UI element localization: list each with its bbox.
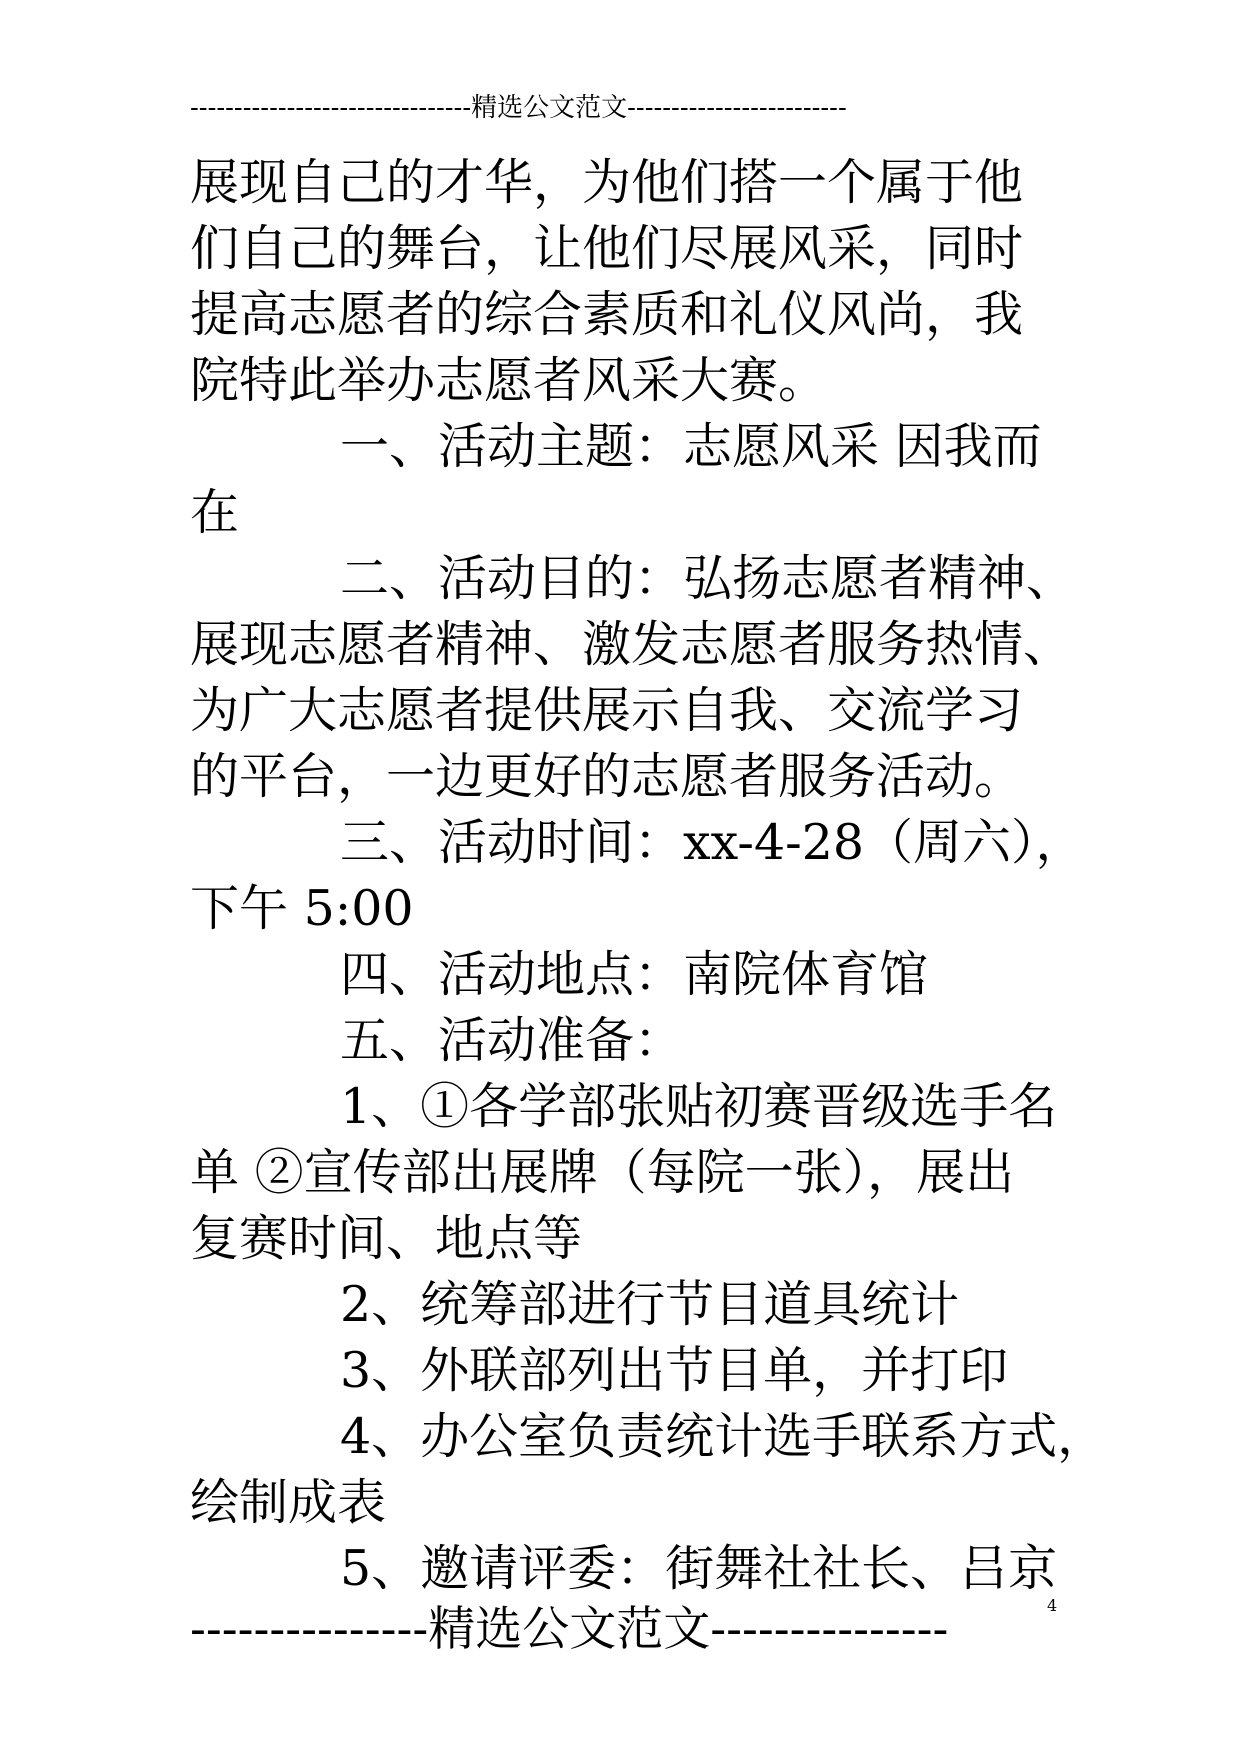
section-heading-preparation: 五、活动准备：: [340, 1012, 684, 1069]
section-heading-location: 四、活动地点：南院体育馆: [340, 946, 929, 1003]
list-item-2: 2、统筹部进行节目道具统计: [340, 1276, 960, 1333]
section-heading-theme: 一、活动主题：志愿风采 因我而: [340, 418, 1042, 475]
text-line: 提高志愿者的综合素质和礼仪风尚，我: [190, 286, 1024, 343]
section-heading-time: 三、活动时间：xx-4-28（周六），: [340, 814, 1085, 871]
document-body: [190, 150, 1107, 1602]
text-line: 展现志愿者精神、激发志愿者服务热情、: [190, 616, 1073, 673]
text-line: 单 ②宣传部出展牌（每院一张），展出: [190, 1144, 1015, 1201]
text-line: 复赛时间、地点等: [190, 1210, 583, 1267]
list-item-1: 1、①各学部张贴初赛晋级选手名: [340, 1078, 1058, 1135]
list-item-4: 4、办公室负责统计选手联系方式，: [340, 1408, 1107, 1465]
text-line: 为广大志愿者提供展示自我、交流学习: [190, 682, 1024, 739]
text-line: 在: [190, 484, 240, 541]
page-number: 4: [1047, 1596, 1058, 1615]
text-line: 展现自己的才华，为他们搭一个属于他: [190, 154, 1024, 211]
text-line: 院特此举办志愿者风采大赛。: [190, 352, 828, 409]
text-line: 的平台，一边更好的志愿者服务活动。: [190, 748, 1024, 805]
list-item-3: 3、外联部列出节目单，并打印: [340, 1342, 1009, 1399]
text-line: 绘制成表: [190, 1474, 387, 1531]
text-line: 们自己的舞台，让他们尽展风采，同时: [190, 220, 1024, 277]
text-line: 下午 5:00: [190, 880, 414, 937]
list-item-5: 5、邀请评委：街舞社社长、吕京: [340, 1540, 1058, 1597]
page-footer: ---------------精选公文范文---------------: [190, 1602, 949, 1657]
page-header: --------------------------------精选公文范文-------------------------: [190, 93, 847, 123]
section-heading-purpose: 二、活动目的：弘扬志愿者精神、: [340, 550, 1076, 607]
